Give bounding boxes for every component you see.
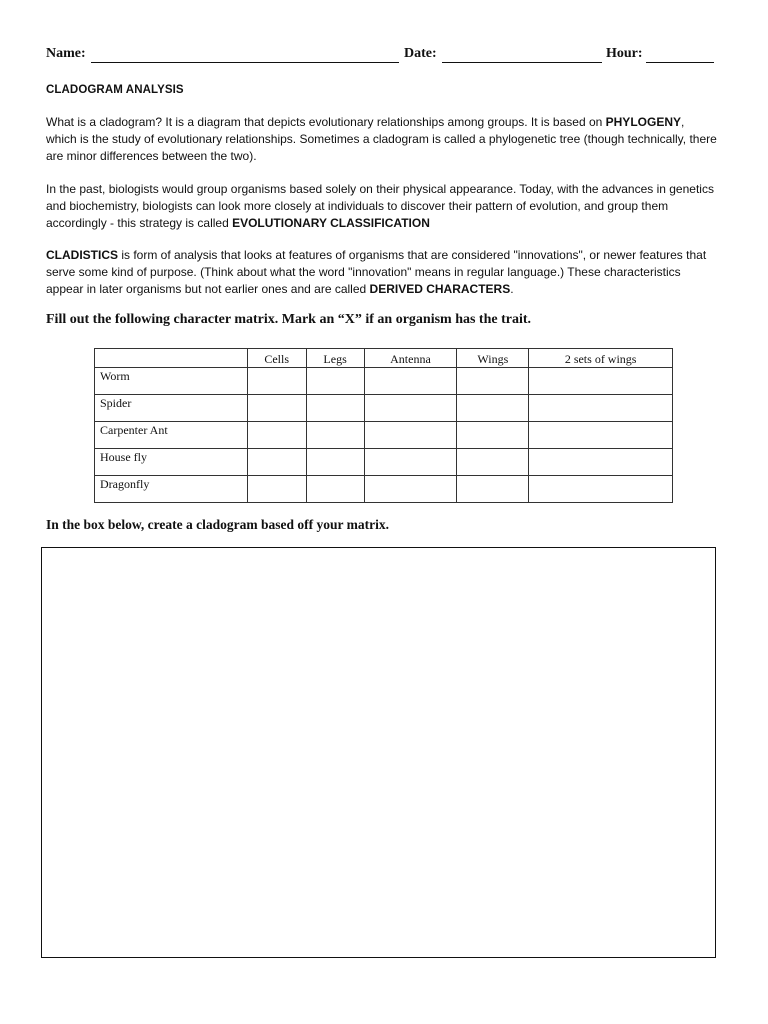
matrix-header-corner bbox=[95, 349, 248, 368]
matrix-cell[interactable] bbox=[529, 422, 673, 449]
name-label: Name: bbox=[46, 46, 86, 61]
matrix-cell[interactable] bbox=[364, 422, 457, 449]
matrix-cell[interactable] bbox=[457, 422, 529, 449]
hour-blank[interactable] bbox=[646, 62, 714, 63]
term-phylogeny: PHYLOGENY bbox=[605, 115, 681, 129]
date-label: Date: bbox=[404, 46, 437, 61]
term-derived-characters: DERIVED CHARACTERS bbox=[369, 282, 511, 296]
cladogram-drawing-box[interactable] bbox=[41, 547, 716, 958]
header-fields bbox=[46, 46, 716, 68]
para2-text: In the past, biologists would group organisms based solely on their physical appearance. Today, with the advances in genetics and biochemistry, biologists can look more closely at individuals to discover their pattern of evolution, and group them accordingly - this strategy is called bbox=[46, 182, 714, 230]
table-row bbox=[95, 449, 673, 476]
matrix-cell[interactable] bbox=[529, 395, 673, 422]
row-label-house-fly: House fly bbox=[95, 449, 248, 476]
table-row bbox=[95, 368, 673, 395]
row-label-spider: Spider bbox=[95, 395, 248, 422]
cladogram-instruction: In the box below, create a cladogram based off your matrix. bbox=[46, 517, 389, 532]
matrix-cell[interactable] bbox=[529, 449, 673, 476]
matrix-header-cells: Cells bbox=[247, 349, 306, 368]
date-blank[interactable] bbox=[442, 62, 602, 63]
para3-text-a: is form of analysis that looks at features of organisms that are considered "innovations", or newer features that serve some kind of purpose. (Think about what the word "innovation" means in regular language.) These characteristics appear in later organisms but not earlier ones and are called bbox=[46, 248, 707, 296]
matrix-cell[interactable] bbox=[247, 449, 306, 476]
matrix-cell[interactable] bbox=[306, 368, 364, 395]
matrix-cell[interactable] bbox=[457, 395, 529, 422]
history-paragraph bbox=[46, 181, 718, 232]
matrix-header-row bbox=[95, 349, 673, 368]
matrix-cell[interactable] bbox=[529, 476, 673, 503]
matrix-cell[interactable] bbox=[306, 395, 364, 422]
table-row bbox=[95, 422, 673, 449]
row-label-worm: Worm bbox=[95, 368, 248, 395]
matrix-header-wings: Wings bbox=[457, 349, 529, 368]
page-title: CLADOGRAM ANALYSIS bbox=[46, 84, 184, 96]
matrix-header-legs: Legs bbox=[306, 349, 364, 368]
matrix-cell[interactable] bbox=[457, 476, 529, 503]
table-row bbox=[95, 476, 673, 503]
matrix-cell[interactable] bbox=[306, 476, 364, 503]
matrix-cell[interactable] bbox=[457, 368, 529, 395]
character-matrix bbox=[94, 348, 673, 503]
para1-text-b: , which is the study of evolutionary relationships. Sometimes a cladogram is called a phylogenetic tree (though technically, there are minor differences between the two). bbox=[46, 115, 717, 163]
para3-text-b: . bbox=[510, 282, 514, 296]
term-evolutionary-classification: EVOLUTIONARY CLASSIFICATION bbox=[232, 216, 430, 230]
matrix-cell[interactable] bbox=[247, 476, 306, 503]
row-label-carpenter-ant: Carpenter Ant bbox=[95, 422, 248, 449]
matrix-cell[interactable] bbox=[364, 368, 457, 395]
matrix-cell[interactable] bbox=[247, 422, 306, 449]
matrix-cell[interactable] bbox=[364, 395, 457, 422]
matrix-header-antenna: Antenna bbox=[364, 349, 457, 368]
matrix-cell[interactable] bbox=[247, 395, 306, 422]
row-label-dragonfly: Dragonfly bbox=[95, 476, 248, 503]
matrix-cell[interactable] bbox=[364, 476, 457, 503]
matrix-cell[interactable] bbox=[457, 449, 529, 476]
matrix-header-two-sets-of-wings: 2 sets of wings bbox=[529, 349, 673, 368]
matrix-instruction: Fill out the following character matrix. Mark an “X” if an organism has the trait. bbox=[46, 312, 532, 327]
matrix-cell[interactable] bbox=[364, 449, 457, 476]
table-row bbox=[95, 395, 673, 422]
cladistics-paragraph bbox=[46, 247, 718, 298]
para1-text-a: What is a cladogram? It is a diagram that depicts evolutionary relationships among groups. It is based on bbox=[46, 115, 606, 129]
hour-label: Hour: bbox=[606, 46, 643, 61]
matrix-cell[interactable] bbox=[306, 449, 364, 476]
matrix-cell[interactable] bbox=[247, 368, 306, 395]
intro-paragraph bbox=[46, 114, 718, 165]
term-cladistics: CLADISTICS bbox=[46, 248, 118, 262]
matrix-cell[interactable] bbox=[529, 368, 673, 395]
matrix-cell[interactable] bbox=[306, 422, 364, 449]
name-blank[interactable] bbox=[91, 62, 399, 63]
